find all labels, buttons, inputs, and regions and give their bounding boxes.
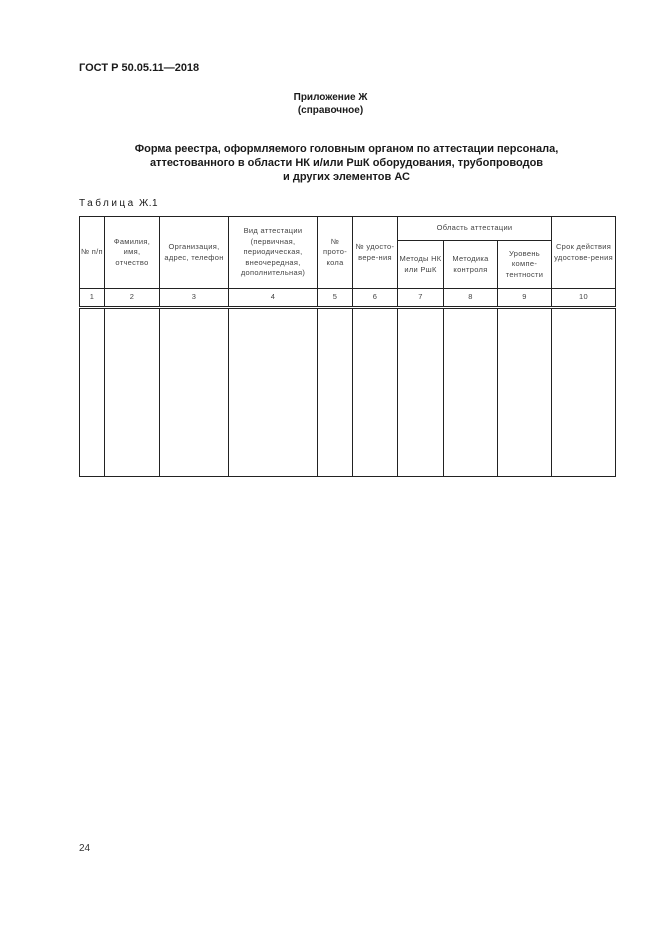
appendix-subtitle: (справочное) [297,105,364,116]
empty-cell [498,308,552,477]
col-num-9: 9 [498,289,552,308]
col-num-7: 7 [398,289,444,308]
table-caption-word: Таблица [79,198,136,209]
group-header: Область аттестации [398,217,552,241]
col-num-4: 4 [229,289,318,308]
standard-code: ГОСТ Р 50.05.11—2018 [79,62,200,74]
empty-cell [444,308,498,477]
registry-table [79,216,616,477]
col-header-5: № прото-кола [318,217,353,289]
form-title [0,142,661,184]
col-num-8: 8 [444,289,498,308]
page-number: 24 [79,843,91,854]
column-number-row [80,289,616,308]
col-header-3: Организация, адрес, телефон [160,217,229,289]
table-caption-id: Ж.1 [139,198,159,209]
appendix-title: Приложение Ж [293,92,368,103]
appendix-heading [0,91,661,117]
empty-cell [80,308,105,477]
empty-cell [552,308,616,477]
col-num-5: 5 [318,289,353,308]
col-num-3: 3 [160,289,229,308]
empty-cell [318,308,353,477]
col-header-6: № удосто-вере-ния [353,217,398,289]
empty-cell [105,308,160,477]
form-title-line-3: и других элементов АС [283,171,410,183]
form-title-line-1: Форма реестра, оформляемого головным органом по аттестации персонала, [134,143,559,155]
col-num-2: 2 [105,289,160,308]
col-num-1: 1 [80,289,105,308]
col-num-6: 6 [353,289,398,308]
table-header-row [80,217,616,241]
form-title-line-2: аттестованного в области НК и/или РшК оборудования, трубопроводов [149,157,544,169]
col-num-10: 10 [552,289,616,308]
col-header-9: Уровень компе-тентности [498,241,552,289]
empty-cell [353,308,398,477]
col-header-2: Фамилия, имя, отчество [105,217,160,289]
col-header-4: Вид аттестации (первичная, периодическая, внеочередная, дополнительная) [229,217,318,289]
col-header-7: Методы НК или РшК [398,241,444,289]
col-header-1: № п/п [80,217,105,289]
empty-cell [160,308,229,477]
table-caption [79,198,158,209]
col-header-10: Срок действия удостове-рения [552,217,616,289]
empty-cell [229,308,318,477]
empty-cell [398,308,444,477]
col-header-8: Методика контроля [444,241,498,289]
table-row [80,308,616,477]
